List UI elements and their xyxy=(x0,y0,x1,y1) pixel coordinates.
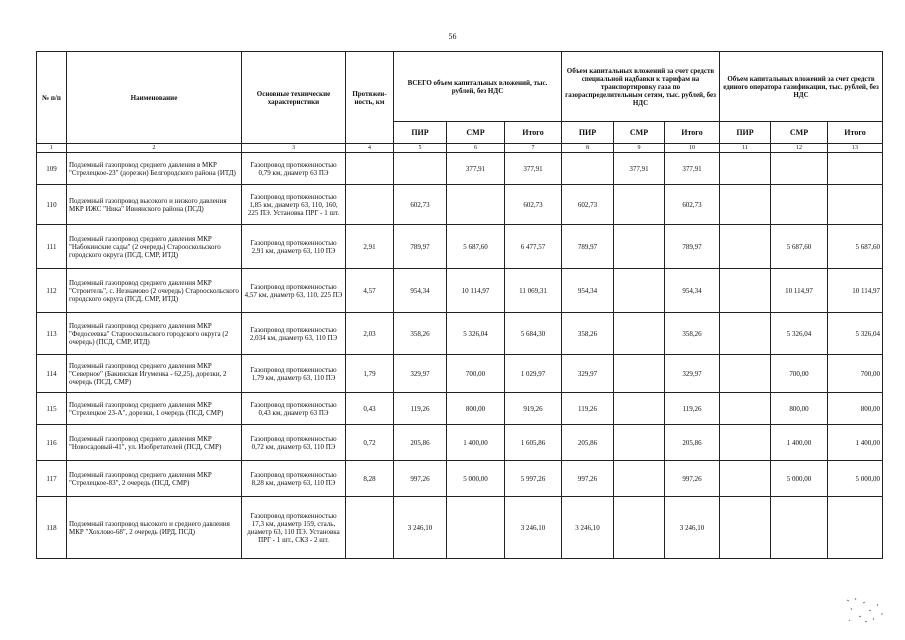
row-tech-specs: Газопровод протяженностью 1,85 км, диаметр 63, 110, 160, 225 ПЭ. Установка ПРГ - 1 шт. xyxy=(242,185,346,225)
row-operator-smr xyxy=(771,185,828,225)
row-tariff-smr xyxy=(614,225,665,269)
header-tariff-smr: СМР xyxy=(614,122,665,144)
row-total-smr: 800,00 xyxy=(447,393,505,425)
ink-marks xyxy=(843,594,887,626)
header-group-total: ВСЕГО объем капитальных вложений, тыс. рублей, без НДС xyxy=(394,52,562,122)
row-tariff-smr xyxy=(614,497,665,559)
row-number: 118 xyxy=(37,497,67,559)
row-tariff-pir: 954,34 xyxy=(562,269,614,313)
row-tariff-itogo: 602,73 xyxy=(665,185,720,225)
row-total-itogo: 3 246,10 xyxy=(505,497,562,559)
row-total-itogo: 5 997,26 xyxy=(505,461,562,497)
row-total-itogo: 377,91 xyxy=(505,153,562,185)
row-tariff-itogo: 119,26 xyxy=(665,393,720,425)
table-row xyxy=(37,269,883,313)
row-total-itogo: 919,26 xyxy=(505,393,562,425)
row-tariff-pir: 358,26 xyxy=(562,313,614,355)
row-length: 4,57 xyxy=(346,269,394,313)
row-operator-smr: 5 000,00 xyxy=(771,461,828,497)
row-operator-smr: 10 114,97 xyxy=(771,269,828,313)
column-number: 10 xyxy=(665,144,720,153)
row-operator-itogo: 700,00 xyxy=(828,355,883,393)
row-tech-specs: Газопровод протяженностью 4,57 км, диаметр 63, 110, 225 ПЭ xyxy=(242,269,346,313)
header-num: № п/п xyxy=(37,52,67,144)
row-total-smr: 5 000,00 xyxy=(447,461,505,497)
row-total-itogo: 1 029,97 xyxy=(505,355,562,393)
row-operator-itogo xyxy=(828,153,883,185)
row-total-itogo: 5 684,30 xyxy=(505,313,562,355)
header-group-tariff: Объем капитальных вложений за счет средств специальной надбавки к тарифам на транспортировку газа по газораспределительным сетям, тыс. рублей, без НДС xyxy=(562,52,720,122)
row-length: 2,91 xyxy=(346,225,394,269)
row-tariff-itogo: 789,97 xyxy=(665,225,720,269)
table-row xyxy=(37,461,883,497)
table-row xyxy=(37,393,883,425)
row-tariff-itogo: 205,86 xyxy=(665,425,720,461)
column-number: 12 xyxy=(771,144,828,153)
column-number: 13 xyxy=(828,144,883,153)
row-tariff-smr xyxy=(614,185,665,225)
row-length: 1,79 xyxy=(346,355,394,393)
row-operator-pir xyxy=(720,185,771,225)
row-total-pir: 997,26 xyxy=(394,461,447,497)
column-number: 9 xyxy=(614,144,665,153)
row-tariff-pir: 205,86 xyxy=(562,425,614,461)
row-length xyxy=(346,497,394,559)
row-tariff-pir: 997,26 xyxy=(562,461,614,497)
column-number: 3 xyxy=(242,144,346,153)
row-operator-smr: 1 400,00 xyxy=(771,425,828,461)
header-operator-pir: ПИР xyxy=(720,122,771,144)
row-name: Подземный газопровод среднего давления МКР "Стрелецкое 23-А", дорезки, 1 очередь (ПСД, СМР) xyxy=(67,393,242,425)
row-tariff-itogo: 3 246,10 xyxy=(665,497,720,559)
row-tariff-itogo: 954,34 xyxy=(665,269,720,313)
column-number: 7 xyxy=(505,144,562,153)
row-name: Подземный газопровод среднего давления МКР "Стрелецкое-83", 2 очередь (ПСД, СМР) xyxy=(67,461,242,497)
row-total-itogo: 6 477,57 xyxy=(505,225,562,269)
row-tariff-pir: 789,97 xyxy=(562,225,614,269)
header-tariff-pir: ПИР xyxy=(562,122,614,144)
row-tariff-pir: 602,73 xyxy=(562,185,614,225)
table-row xyxy=(37,153,883,185)
row-tariff-pir: 3 246,10 xyxy=(562,497,614,559)
table-row xyxy=(37,497,883,559)
row-tariff-smr xyxy=(614,425,665,461)
row-name: Подземный газопровод среднего давления МКР "Набокинские сады" (2 очередь) Старооскольского городского округа (ПСД, СМР, ИТД) xyxy=(67,225,242,269)
row-length: 8,28 xyxy=(346,461,394,497)
row-tech-specs: Газопровод протяженностью 0,72 км, диаметр 63, 110 ПЭ xyxy=(242,425,346,461)
row-tech-specs: Газопровод протяженностью 0,79 км, диаметр 63 ПЭ xyxy=(242,153,346,185)
row-operator-itogo: 800,00 xyxy=(828,393,883,425)
row-length xyxy=(346,185,394,225)
row-tech-specs: Газопровод протяженностью 2,034 км, диаметр 63, 110 ПЭ xyxy=(242,313,346,355)
row-total-smr: 5 687,60 xyxy=(447,225,505,269)
row-operator-smr: 5 687,60 xyxy=(771,225,828,269)
row-tech-specs: Газопровод протяженностью 17,3 км, диаметр 159, сталь, диаметр 63, 110 ПЭ. Установка ПРГ - 1 шт., СКЗ - 2 шт. xyxy=(242,497,346,559)
row-total-pir: 119,26 xyxy=(394,393,447,425)
row-total-pir xyxy=(394,153,447,185)
row-name: Подземный газопровод среднего давления в МКР "Стрелецкое-23" (дорезки) Белгородского района (ИТД) xyxy=(67,153,242,185)
row-operator-itogo: 10 114,97 xyxy=(828,269,883,313)
row-name: Подземный газопровод среднего давления МКР "Федосеевка" Старооскольского городского округа (2 очередь) (ПСД, СМР, ИТД) xyxy=(67,313,242,355)
row-operator-smr xyxy=(771,153,828,185)
row-length: 0,72 xyxy=(346,425,394,461)
row-total-pir: 602,73 xyxy=(394,185,447,225)
row-tariff-itogo: 997,26 xyxy=(665,461,720,497)
row-operator-smr: 5 326,04 xyxy=(771,313,828,355)
column-number: 2 xyxy=(67,144,242,153)
row-length: 2,03 xyxy=(346,313,394,355)
header-length: Протяжен-ность, км xyxy=(346,52,394,144)
column-number: 6 xyxy=(447,144,505,153)
row-total-smr: 377,91 xyxy=(447,153,505,185)
table-body xyxy=(37,153,883,559)
table-row xyxy=(37,355,883,393)
header-total-pir: ПИР xyxy=(394,122,447,144)
row-operator-itogo: 5 687,60 xyxy=(828,225,883,269)
row-total-pir: 329,97 xyxy=(394,355,447,393)
table-row xyxy=(37,313,883,355)
row-operator-pir xyxy=(720,153,771,185)
header-name: Наименование xyxy=(67,52,242,144)
header-operator-smr: СМР xyxy=(771,122,828,144)
row-name: Подземный газопровод среднего давления МКР "Строитель", с. Незнамово (2 очередь) Старооскольского городского округа (ПСД, СМР, ИТД) xyxy=(67,269,242,313)
row-name: Подземный газопровод высокого и низкого давления МКР ИЖС "Ника" Ивнянского района (ПСД) xyxy=(67,185,242,225)
row-tariff-pir: 329,97 xyxy=(562,355,614,393)
investment-table xyxy=(36,51,883,559)
column-number: 1 xyxy=(37,144,67,153)
row-total-smr: 5 326,04 xyxy=(447,313,505,355)
row-length: 0,43 xyxy=(346,393,394,425)
row-operator-smr: 700,00 xyxy=(771,355,828,393)
header-tech: Основные технические характеристики xyxy=(242,52,346,144)
header-tariff-itogo: Итого xyxy=(665,122,720,144)
row-tariff-pir: 119,26 xyxy=(562,393,614,425)
row-operator-itogo: 5 000,00 xyxy=(828,461,883,497)
column-number: 11 xyxy=(720,144,771,153)
row-tech-specs: Газопровод протяженностью 2,91 км, диаметр 63, 110 ПЭ xyxy=(242,225,346,269)
page-number: 56 xyxy=(448,32,457,41)
row-tariff-smr xyxy=(614,313,665,355)
row-tech-specs: Газопровод протяженностью 0,43 км, диаметр 63 ПЭ xyxy=(242,393,346,425)
row-operator-pir xyxy=(720,313,771,355)
row-tariff-smr xyxy=(614,269,665,313)
row-total-smr xyxy=(447,497,505,559)
row-tariff-pir xyxy=(562,153,614,185)
row-number: 117 xyxy=(37,461,67,497)
row-total-pir: 789,97 xyxy=(394,225,447,269)
row-operator-smr: 800,00 xyxy=(771,393,828,425)
row-name: Подземный газопровод высокого и среднего давления МКР "Хохлово-68", 2 очередь (ИРД, ПСД) xyxy=(67,497,242,559)
row-number: 114 xyxy=(37,355,67,393)
header-group-operator: Объем капитальных вложений за счет средств единого оператора газификации, тыс. рублей, без НДС xyxy=(720,52,883,122)
row-total-itogo: 1 605,86 xyxy=(505,425,562,461)
row-total-pir: 954,34 xyxy=(394,269,447,313)
row-tech-specs: Газопровод протяженностью 8,28 км, диаметр 63, 110 ПЭ xyxy=(242,461,346,497)
row-operator-smr xyxy=(771,497,828,559)
row-total-itogo: 602,73 xyxy=(505,185,562,225)
row-tech-specs: Газопровод протяженностью 1,79 км, диаметр 63, 110 ПЭ xyxy=(242,355,346,393)
row-tariff-itogo: 377,91 xyxy=(665,153,720,185)
header-operator-itogo: Итого xyxy=(828,122,883,144)
header-total-smr: СМР xyxy=(447,122,505,144)
row-total-smr: 1 400,00 xyxy=(447,425,505,461)
row-tariff-itogo: 358,26 xyxy=(665,313,720,355)
row-number: 116 xyxy=(37,425,67,461)
row-number: 111 xyxy=(37,225,67,269)
row-tariff-smr: 377,91 xyxy=(614,153,665,185)
column-number: 5 xyxy=(394,144,447,153)
row-operator-pir xyxy=(720,425,771,461)
row-operator-itogo xyxy=(828,497,883,559)
row-tariff-smr xyxy=(614,355,665,393)
row-total-pir: 358,26 xyxy=(394,313,447,355)
row-total-smr: 700,00 xyxy=(447,355,505,393)
row-operator-pir xyxy=(720,269,771,313)
row-name: Подземный газопровод среднего давления МКР "Северное" (Бакинская Игуменка - 62,25), дорезки, 2 очередь (ПСД, СМР) xyxy=(67,355,242,393)
row-operator-pir xyxy=(720,393,771,425)
row-tariff-itogo: 329,97 xyxy=(665,355,720,393)
row-number: 109 xyxy=(37,153,67,185)
row-total-pir: 205,86 xyxy=(394,425,447,461)
table-row xyxy=(37,185,883,225)
row-operator-itogo: 5 326,04 xyxy=(828,313,883,355)
row-number: 113 xyxy=(37,313,67,355)
row-operator-pir xyxy=(720,225,771,269)
row-number: 112 xyxy=(37,269,67,313)
row-length xyxy=(346,153,394,185)
row-operator-pir xyxy=(720,355,771,393)
table-row xyxy=(37,225,883,269)
row-number: 110 xyxy=(37,185,67,225)
row-total-smr: 10 114,97 xyxy=(447,269,505,313)
column-number: 4 xyxy=(346,144,394,153)
row-operator-itogo xyxy=(828,185,883,225)
row-name: Подземный газопровод среднего давления МКР "Новосадовый-41", ул. Изобретателей (ПСД, СМР) xyxy=(67,425,242,461)
row-operator-itogo: 1 400,00 xyxy=(828,425,883,461)
row-total-smr xyxy=(447,185,505,225)
row-operator-pir xyxy=(720,461,771,497)
header-total-itogo: Итого xyxy=(505,122,562,144)
row-total-pir: 3 246,10 xyxy=(394,497,447,559)
column-number: 8 xyxy=(562,144,614,153)
table-row xyxy=(37,425,883,461)
column-number-row xyxy=(37,144,883,153)
row-number: 115 xyxy=(37,393,67,425)
row-total-itogo: 11 069,31 xyxy=(505,269,562,313)
row-tariff-smr xyxy=(614,461,665,497)
row-tariff-smr xyxy=(614,393,665,425)
row-operator-pir xyxy=(720,497,771,559)
